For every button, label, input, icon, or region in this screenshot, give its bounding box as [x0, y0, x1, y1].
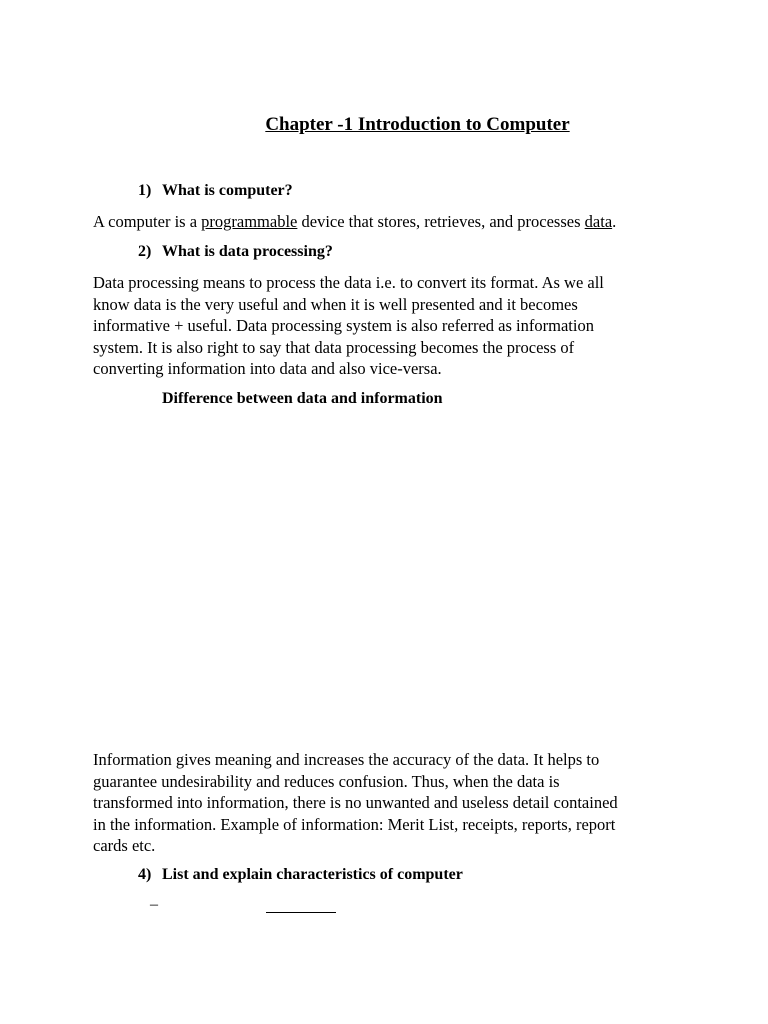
question-2-text: What is data processing? — [162, 243, 333, 260]
answer-1-mid: device that stores, retrieves, and processes — [297, 212, 585, 231]
data-link[interactable]: data — [584, 212, 613, 231]
answer-1-pre: A computer is a — [93, 212, 202, 231]
question-1-heading — [138, 182, 293, 200]
information-line: in the information. Example of information: Merit List, receipts, reports, report — [93, 814, 616, 834]
chapter-title: Chapter -1 Introduction to Computer — [265, 114, 570, 135]
information-line: guarantee undesirability and reduces confusion. Thus, when the data is — [93, 771, 560, 791]
answer-2-line: informative + useful. Data processing system is also referred as information — [93, 316, 594, 335]
answer-2-line: system. It is also right to say that data processing becomes the process of — [93, 337, 575, 357]
question-2-answer — [93, 272, 673, 380]
information-line: Information gives meaning and increases the accuracy of the data. It helps to — [93, 750, 600, 769]
blank-underline — [266, 912, 336, 913]
question-1-number: 1) — [138, 182, 152, 199]
information-paragraph — [93, 749, 673, 857]
question-2-number: 2) — [138, 243, 152, 260]
answer-2-line: Data processing means to process the data i.e. to convert its format. As we all — [93, 273, 604, 292]
information-line: transformed into information, there is no unwanted and useless detail contained — [93, 793, 618, 812]
information-line: cards etc. — [93, 836, 156, 855]
answer-2-line: converting information into data and also vice-versa. — [93, 359, 442, 378]
question-2-heading — [138, 243, 333, 261]
dash-mark: – — [150, 896, 158, 913]
question-1-text: What is computer? — [162, 182, 293, 199]
question-4-number: 4) — [138, 866, 152, 883]
answer-2-line: know data is the very useful and when it is well presented and it becomes — [93, 294, 578, 314]
answer-1-post: . — [612, 212, 617, 231]
question-4-heading — [138, 866, 463, 884]
question-4-text: List and explain characteristics of computer — [162, 866, 463, 883]
programmable-link[interactable]: programmable — [201, 212, 298, 231]
question-1-answer — [93, 211, 673, 233]
difference-heading: Difference between data and information — [162, 390, 443, 407]
